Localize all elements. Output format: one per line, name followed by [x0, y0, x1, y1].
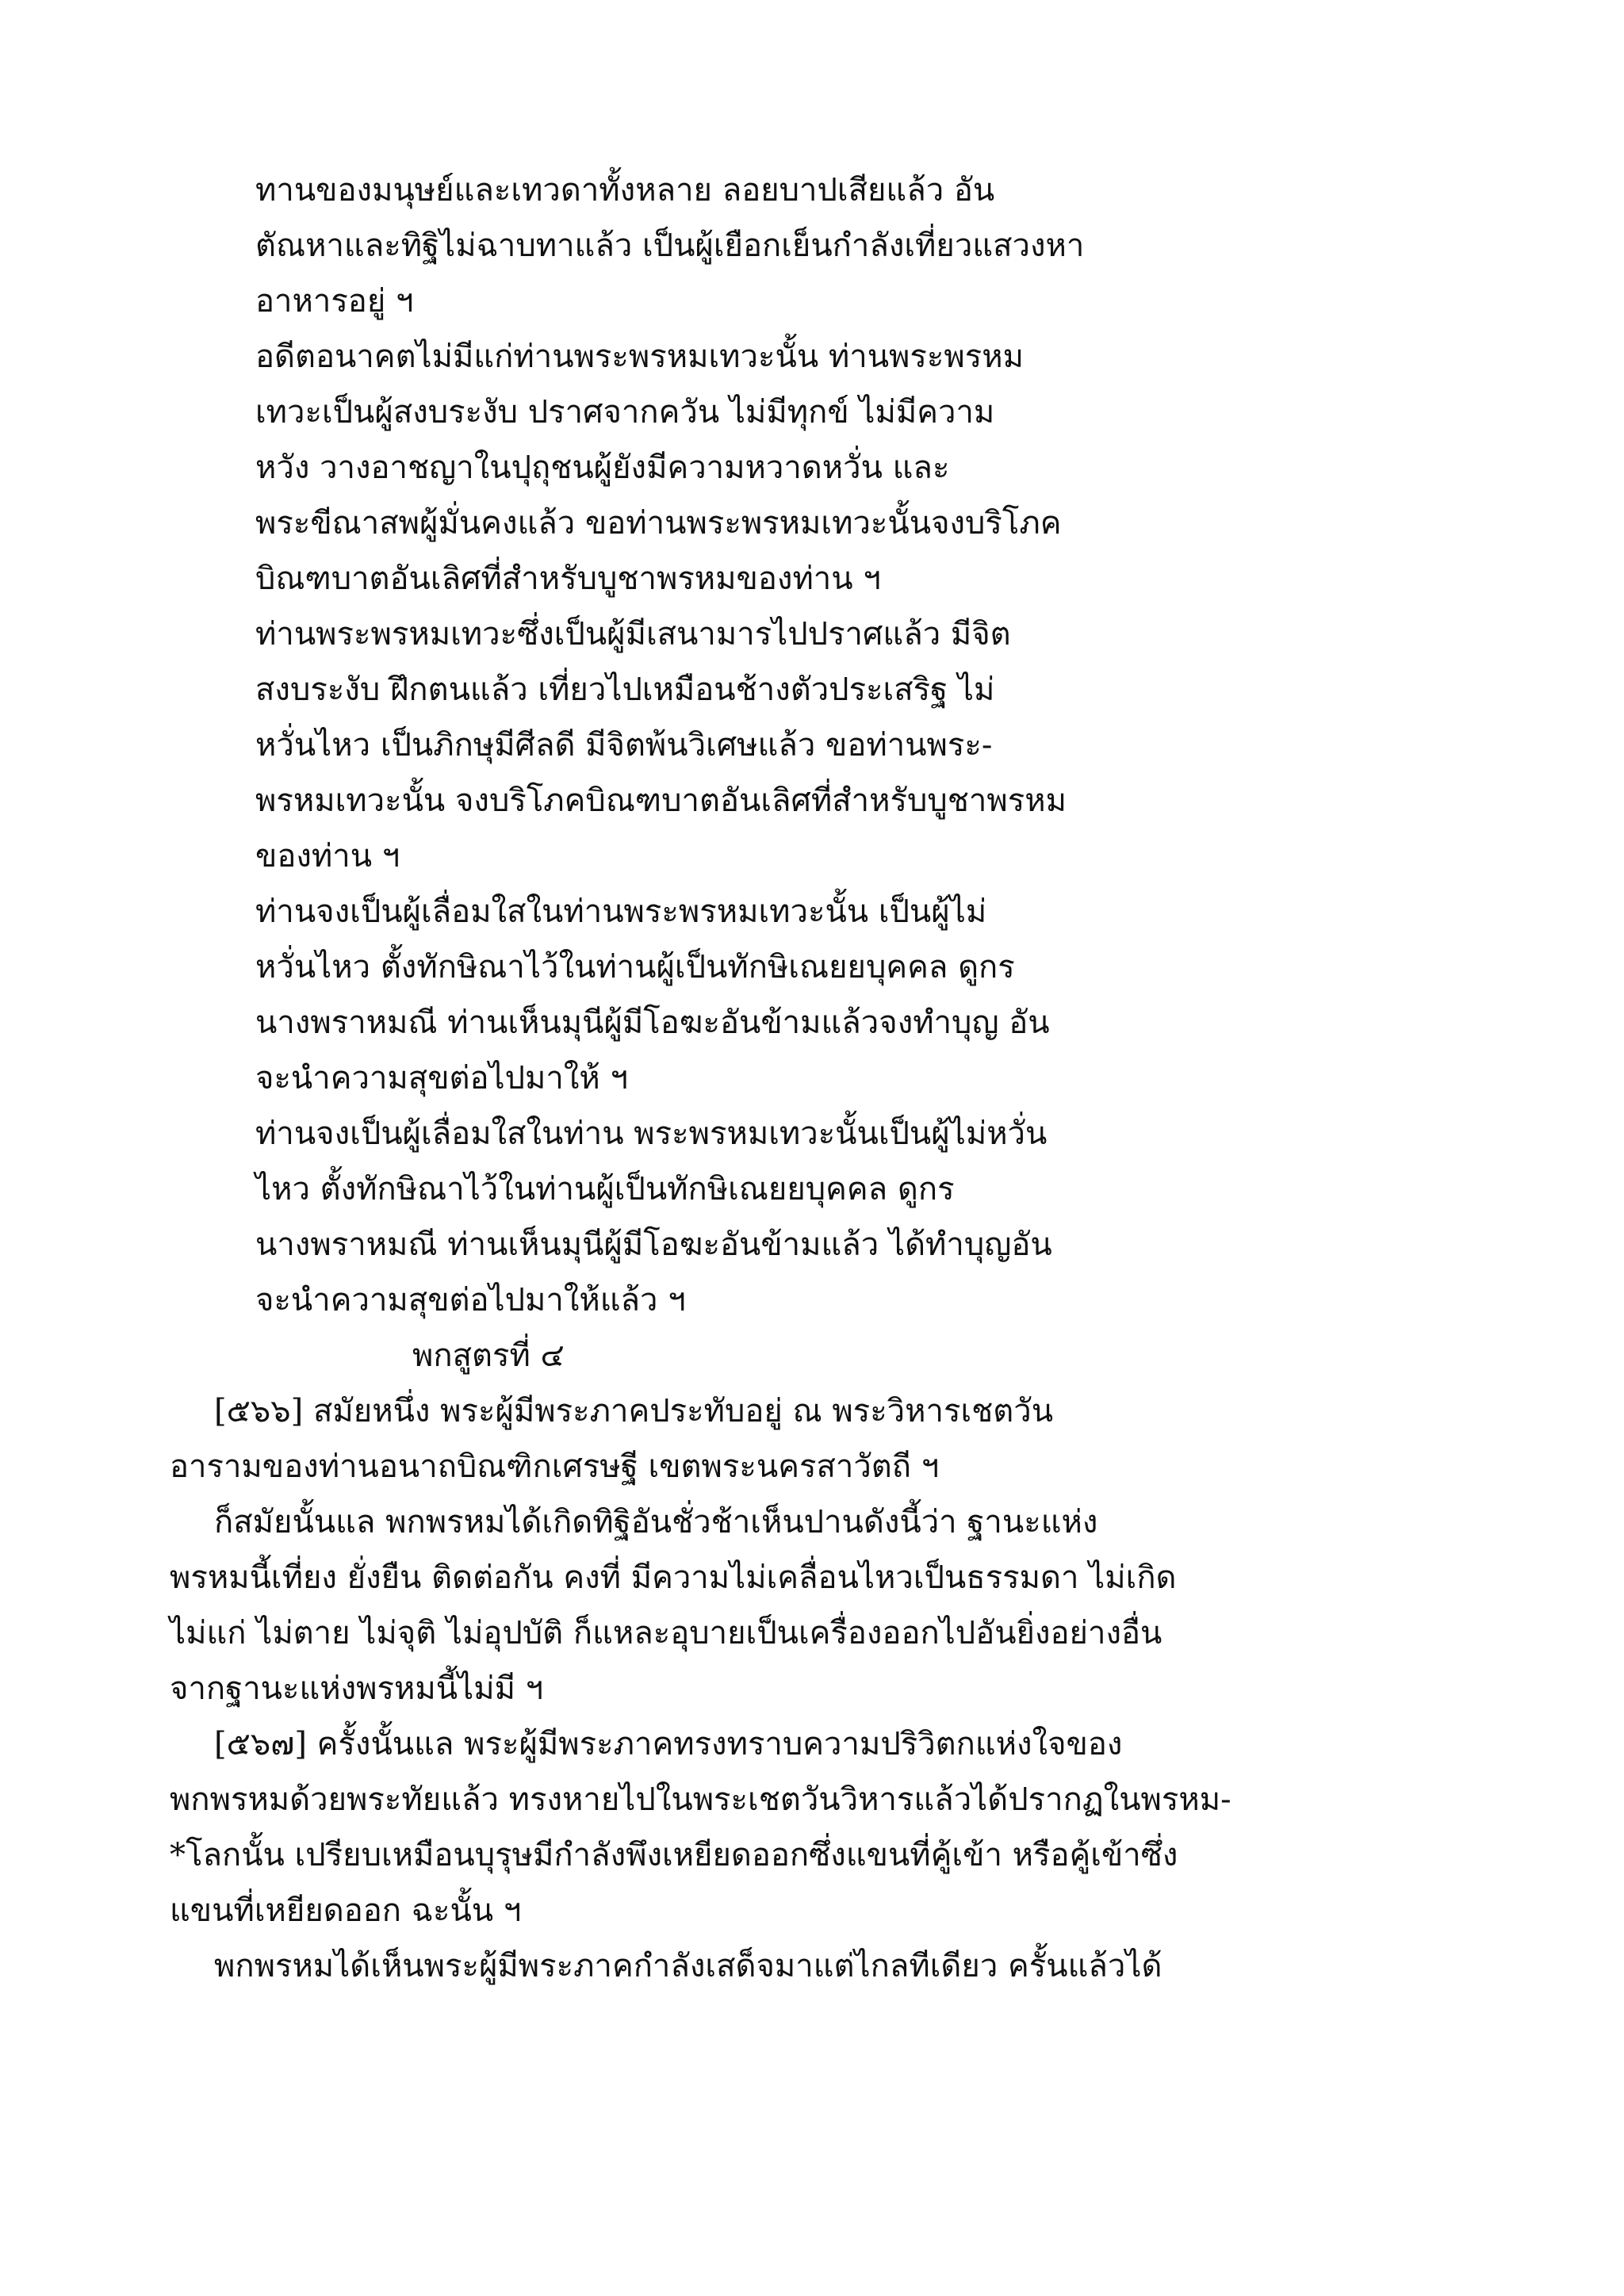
verse-line: ท่านจงเป็นผู้เลื่อมใสในท่านพระพรหมเทวะนั้น เป็นผู้ไม่ — [255, 894, 987, 930]
verse-line: หวั่นไหว เป็นภิกษุมีศีลดี มีจิตพ้นวิเศษแล้ว ขอท่านพระ- — [255, 727, 993, 763]
prose-line: จากฐานะแห่งพรหมนี้ไม่มี ฯ — [170, 1670, 544, 1707]
verse-line: หวั่นไหว ตั้งทักษิณาไว้ในท่านผู้เป็นทักษิเณยยบุคคล ดูกร — [255, 949, 1015, 985]
prose-line: *โลกนั้น เปรียบเหมือนบุรุษมีกำลังพึงเหยียดออกซึ่งแขนที่คู้เข้า หรือคู้เข้าซึ่ง — [170, 1837, 1178, 1873]
prose-line: ไม่แก่ ไม่ตาย ไม่จุติ ไม่อุปบัติ ก็แหละอุบายเป็นเครื่องออกไปอันยิ่งอย่างอื่น — [170, 1615, 1162, 1651]
verse-line: เทวะเป็นผู้สงบระงับ ปราศจากควัน ไม่มีทุกข์ ไม่มีความ — [255, 394, 995, 430]
prose-line: ก็สมัยนั้นแล พกพรหมได้เกิดทิฐิอันชั่วช้าเห็นปานดังนี้ว่า ฐานะแห่ง — [214, 1504, 1098, 1540]
verse-line: นางพราหมณี ท่านเห็นมุนีผู้มีโอฆะอันข้ามแล้ว ได้ทำบุญอัน — [255, 1226, 1052, 1263]
verse-line: จะนำความสุขต่อไปมาให้แล้ว ฯ — [255, 1282, 686, 1318]
prose-line: พกพรหมด้วยพระทัยแล้ว ทรงหายไปในพระเชตวันวิหารแล้วได้ปรากฏในพรหม- — [170, 1781, 1231, 1818]
prose-line: พกพรหมได้เห็นพระผู้มีพระภาคกำลังเสด็จมาแต่ไกลทีเดียว ครั้นแล้วได้ — [214, 1948, 1162, 1984]
verse-line: อาหารอยู่ ฯ — [255, 283, 414, 320]
prose-line: แขนที่เหยียดออก ฉะนั้น ฯ — [170, 1892, 522, 1929]
verse-line: ท่านพระพรหมเทวะซึ่งเป็นผู้มีเสนามารไปปราศแล้ว มีจิต — [255, 616, 1011, 652]
verse-line: ทานของมนุษย์และเทวดาทั้งหลาย ลอยบาปเสียแล้ว อัน — [255, 172, 995, 209]
verse-line: ไหว ตั้งทักษิณาไว้ในท่านผู้เป็นทักษิเณยยบุคคล ดูกร — [255, 1171, 955, 1207]
prose-line: พรหมนี้เที่ยง ยั่งยืน ติดต่อกัน คงที่ มีความไม่เคลื่อนไหวเป็นธรรมดา ไม่เกิด — [170, 1559, 1177, 1596]
verse-line: บิณฑบาตอันเลิศที่สำหรับบูชาพรหมของท่าน ฯ — [255, 561, 881, 597]
verse-line: ของท่าน ฯ — [255, 838, 400, 874]
verse-line: สงบระงับ ฝึกตนแล้ว เที่ยวไปเหมือนช้างตัวประเสริฐ ไม่ — [255, 672, 995, 708]
prose-line: [๕๖๖] สมัยหนึ่ง พระผู้มีพระภาคประทับอยู่ ณ พระวิหารเชตวัน — [214, 1393, 1054, 1429]
verse-line: ตัณหาและทิฐิไม่ฉาบทาแล้ว เป็นผู้เยือกเย็นกำลังเที่ยวแสวงหา — [255, 228, 1085, 264]
verse-line: พรหมเทวะนั้น จงบริโภคบิณฑบาตอันเลิศที่สำหรับบูชาพรหม — [255, 783, 1067, 819]
verse-line: ท่านจงเป็นผู้เลื่อมใสในท่าน พระพรหมเทวะนั้นเป็นผู้ไม่หวั่น — [255, 1115, 1048, 1152]
verse-line: พระขีณาสพผู้มั่นคงแล้ว ขอท่านพระพรหมเทวะนั้นจงบริโภค — [255, 505, 1062, 541]
prose-line: [๕๖๗] ครั้งนั้นแล พระผู้มีพระภาคทรงทราบความปริวิตกแห่งใจของ — [214, 1726, 1123, 1762]
verse-line: นางพราหมณี ท่านเห็นมุนีผู้มีโอฆะอันข้ามแล้วจงทำบุญ อัน — [255, 1004, 1050, 1041]
verse-line: อดีตอนาคตไม่มีแก่ท่านพระพรหมเทวะนั้น ท่านพระพรหม — [255, 339, 1024, 375]
section-heading: พกสูตรที่ ๔ — [412, 1337, 565, 1374]
prose-line: อารามของท่านอนาถบิณฑิกเศรษฐี เขตพระนครสาวัตถี ฯ — [170, 1448, 940, 1485]
verse-line: จะนำความสุขต่อไปมาให้ ฯ — [255, 1060, 628, 1096]
verse-line: หวัง วางอาชญาในปุถุชนผู้ยังมีความหวาดหวั่น และ — [255, 450, 950, 486]
